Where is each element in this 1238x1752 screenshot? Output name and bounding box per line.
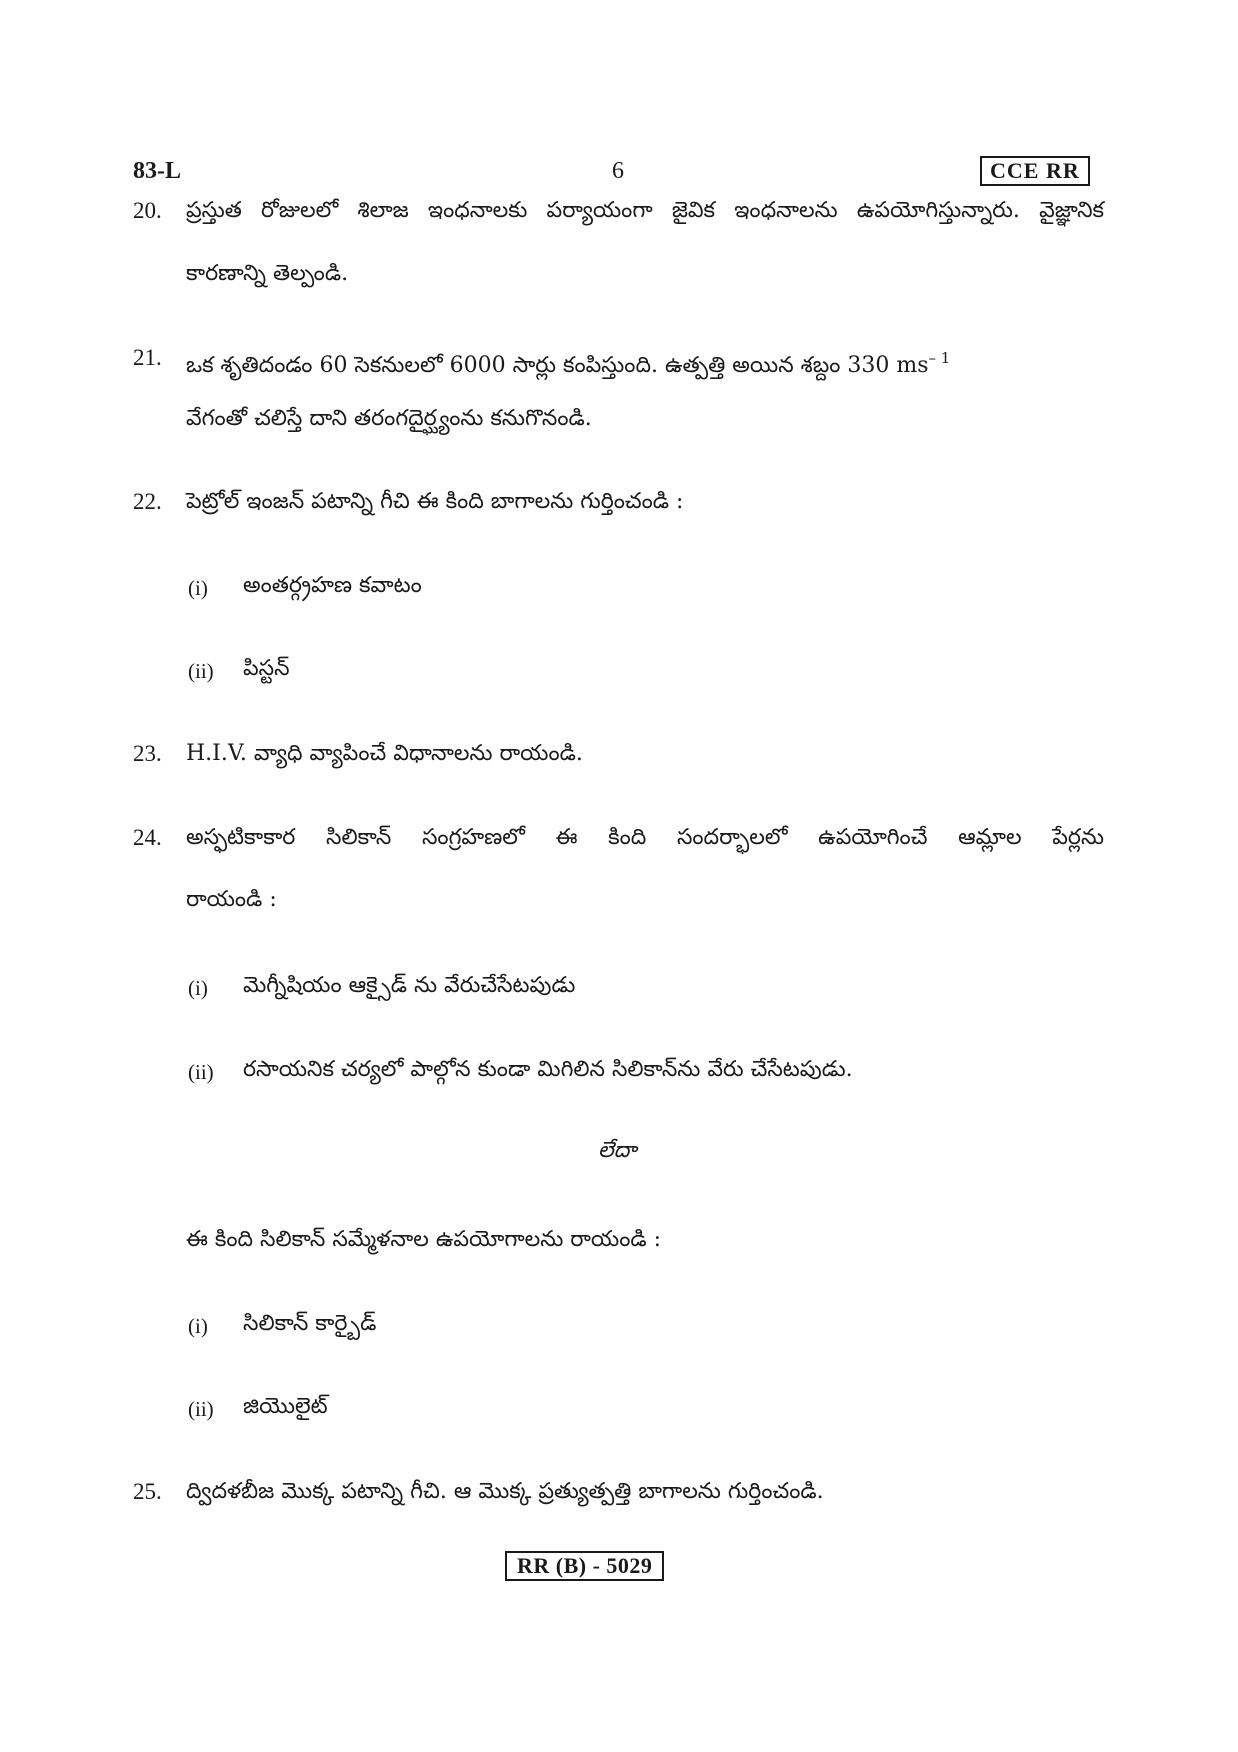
question-21-line-1-text: ఒక శృతిదండం 60 సెకనులలో 6000 సార్లు కంపిస్తుంది. ఉత్పత్తి అయిన శబ్దం 330 ms	[186, 353, 929, 378]
question-24-alt-text: ఈ కింది సిలికాన్ సమ్మేళనాల ఉపయోగాలను రాయండి :	[186, 1227, 662, 1252]
question-21-exponent: – 1	[928, 349, 951, 367]
question-20-line-2: కారణాన్ని తెల్పండి.	[186, 261, 349, 286]
question-24-line-1: అస్ఫటికాకార సిలికాన్ సంగ్రహణలో ఈ కింది సందర్భాలలో ఉపయోగించే ఆమ్లాల పేర్లను	[186, 825, 1104, 850]
question-21-line-1	[186, 343, 1104, 381]
question-21-line-2: వేగంతో చలిస్తే దాని తరంగదైర్ఘ్యంను కనుగొనండి.	[186, 406, 592, 431]
question-24-number: 24.	[133, 825, 162, 850]
question-24-line-2: రాయండి :	[186, 887, 277, 912]
question-21-number: 21.	[133, 345, 162, 370]
question-24-alt-item-1-text: సిలికాన్ కార్బైడ్	[243, 1311, 377, 1336]
question-25-text: ద్విదళబీజ మొక్క పటాన్ని గీచి. ఆ మొక్క ప్రత్యుత్పత్తి బాగాలను గుర్తించండి.	[186, 1479, 824, 1504]
question-20-number: 20.	[133, 198, 162, 223]
or-divider: లేదా	[598, 1138, 637, 1163]
question-24-alt-item-1-label: (i)	[188, 1314, 208, 1338]
question-22-item-1-label: (i)	[188, 576, 208, 600]
question-22-number: 22.	[133, 489, 162, 514]
question-24-alt-item-2-label: (ii)	[188, 1397, 214, 1421]
question-23-text: H.I.V. వ్యాధి వ్యాపించే విధానాలను రాయండి.	[186, 741, 583, 766]
paper-code: 83-L	[133, 158, 181, 184]
question-24-item-2-text: రసాయనిక చర్యలో పాల్గోన కుండా మిగిలిన సిలికాన్‌ను వేరు చేసేటపుడు.	[243, 1057, 853, 1082]
exam-code-box: CCE RR	[980, 156, 1090, 186]
question-22-item-2-label: (ii)	[188, 659, 214, 683]
footer-code-box: RR (B) - 5029	[505, 1551, 664, 1581]
question-25-number: 25.	[133, 1479, 162, 1504]
question-23-number: 23.	[133, 741, 162, 766]
question-22-text: పెట్రోల్ ఇంజన్ పటాన్ని గీచి ఈ కింది బాగాలను గుర్తించండి :	[186, 489, 684, 514]
question-20-line-1: ప్రస్తుత రోజులలో శిలాజ ఇంధనాలకు పర్యాయంగా జైవిక ఇంధనాలను ఉపయోగిస్తున్నారు. వైజ్ఞానిక	[186, 198, 1104, 223]
question-22-item-2-text: పిస్టన్	[243, 656, 290, 681]
question-22-item-1-text: అంతర్గ్రహణ కవాటం	[243, 573, 422, 598]
question-24-alt-item-2-text: జియొలైట్	[243, 1394, 328, 1419]
question-24-item-1-text: మెగ్నీషియం ఆక్సైడ్ ను వేరుచేసేటపుడు	[243, 973, 576, 998]
page-number: 6	[612, 158, 624, 184]
question-24-item-2-label: (ii)	[188, 1060, 214, 1084]
question-24-item-1-label: (i)	[188, 976, 208, 1000]
